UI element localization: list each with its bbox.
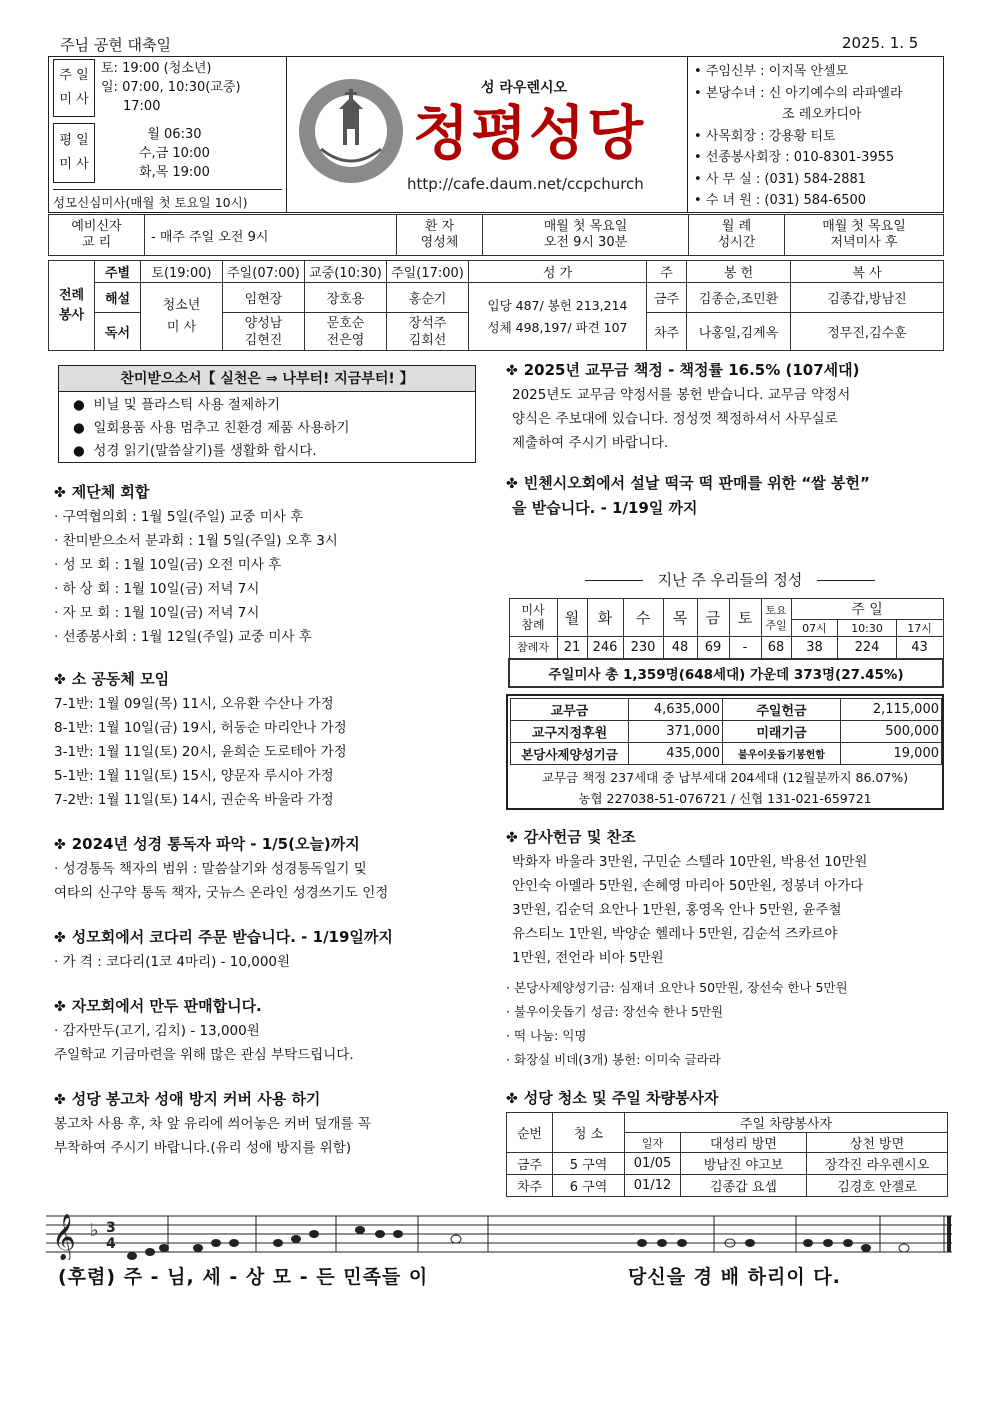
- thanks-section: [506, 825, 952, 1072]
- attendance-value: 68: [761, 637, 791, 659]
- church-logo-icon: [297, 77, 405, 185]
- dumpling-section-title: ✤ 자모회에서 만두 판매합니다.: [54, 997, 262, 1015]
- liturgy-cell: 문호순 전은영: [305, 313, 387, 351]
- clean-header: 청 소: [553, 1113, 625, 1153]
- attendance-subheader: 17시: [896, 620, 943, 637]
- money-value: 4,635,000: [629, 699, 723, 721]
- clean-header: 상천 방면: [807, 1133, 948, 1153]
- creation-item: ● 일회용품 사용 멈추고 친환경 제품 사용하기: [73, 420, 350, 436]
- money-label: 교구지정후원: [511, 721, 629, 743]
- small-community-item: 8-1반: 1월 10일(금) 19시, 허동순 마리안나 가정: [54, 720, 347, 736]
- staff-sister2: 조 레오카디아: [782, 107, 862, 122]
- clean-title: ✤ 성당 청소 및 주일 차량봉사자: [506, 1089, 719, 1107]
- attendance-value: 21: [557, 637, 587, 659]
- attendance-value: 48: [663, 637, 697, 659]
- liturgy-header: 복 사: [791, 261, 944, 283]
- weekday-mass-label: 평 일 미 사: [53, 123, 95, 183]
- patron-saint: 성 라우렌시오: [481, 80, 568, 96]
- clean-cell: 01/05: [625, 1153, 681, 1175]
- money-label: 주일헌금: [723, 699, 841, 721]
- liturgy-header: 주: [647, 261, 687, 283]
- clean-header: 주일 차량봉사자: [625, 1113, 948, 1133]
- attendance-value: 43: [896, 637, 943, 659]
- church-banner: [287, 56, 687, 213]
- clean-table: [506, 1112, 948, 1197]
- liturgy-side-label: 전례 봉사: [49, 261, 95, 351]
- thanks-line: 1만원, 전언라 비아 5만원: [512, 950, 664, 966]
- clean-header: 대성리 방면: [681, 1133, 807, 1153]
- clean-cell: 6 구역: [553, 1175, 625, 1197]
- fish-section-title: ✤ 성모회에서 코다리 주문 받습니다. - 1/19일까지: [54, 928, 393, 946]
- money-value: 500,000: [841, 721, 942, 743]
- catechumen-value: - 매주 주일 오전 9시: [145, 215, 397, 256]
- clean-cell: 5 구역: [553, 1153, 625, 1175]
- liturgy-row-label: 해설: [95, 283, 141, 313]
- clean-cell: 장각진 라우렌시오: [807, 1153, 948, 1175]
- bible-item: 여타의 신구약 통독 책자, 굿뉴스 온라인 성경쓰기도 인정: [54, 885, 389, 901]
- small-community-item: 7-2반: 1월 11일(토) 14시, 권순옥 바울라 가정: [54, 792, 334, 808]
- liturgy-hymns: 입당 487/ 봉헌 213,214 성체 498,197/ 파견 107: [469, 283, 647, 351]
- issue-date: 2025. 1. 5: [842, 34, 919, 52]
- car-item: 부착하여 주시기 바랍니다.(유리 성애 방지를 위함): [54, 1140, 352, 1156]
- fish-item: · 가 격 : 코다리(1코 4마리) - 10,000원: [54, 954, 291, 970]
- music-staff: [46, 1208, 952, 1260]
- right-column-top: [506, 358, 946, 520]
- liturgy-header: 성 가: [469, 261, 647, 283]
- money-note: 교무금 책정 237세대 중 납부세대 204세대 (12월분까지 86.07%): [541, 770, 909, 785]
- money-value: 2,115,000: [841, 699, 942, 721]
- offering-heading: 지난 주 우리들의 정성: [560, 569, 900, 590]
- attendance-subheader: 07시: [791, 620, 838, 637]
- sunday-mass-times: 토: 19:00 (청소년) 일: 07:00, 10:30(교중) 17:00: [101, 61, 241, 114]
- liturgy-cell: 양성남 김현진: [223, 313, 305, 351]
- month-label: 월 례 성시간: [689, 215, 785, 256]
- altar-item: · 선종봉사회 : 1월 12일(주일) 교중 미사 후: [54, 629, 312, 645]
- rice-section-title: ✤ 빈첸시오회에서 설날 떡국 떡 판매를 위한 “쌀 봉헌”: [506, 474, 870, 492]
- attendance-header: 화: [587, 599, 623, 637]
- money-value: 371,000: [629, 721, 723, 743]
- small-community-item: 7-1반: 1월 09일(목) 11시, 오유환 수산나 가정: [54, 696, 334, 712]
- left-column: [54, 480, 494, 1160]
- attendance-value: -: [729, 637, 761, 659]
- liturgy-table: [48, 260, 944, 351]
- altar-item: · 성 모 회 : 1월 10일(금) 오전 미사 후: [54, 557, 282, 573]
- sunday-mass-label: 주 일 미 사: [53, 59, 95, 117]
- thanks-item: · 떡 나눔: 익명: [506, 1028, 587, 1043]
- staff-funeral: • 선종봉사회장 : 010-8301-3955: [694, 150, 895, 165]
- dumpling-item: 주일학교 기금마련을 위해 많은 관심 부탁드립니다.: [54, 1047, 354, 1063]
- altar-item: · 하 상 회 : 1월 10일(금) 저녁 7시: [54, 581, 260, 597]
- money-value: 435,000: [629, 743, 723, 765]
- music-lyrics-2: 당신을 경 배 하리이 다.: [628, 1266, 841, 1288]
- attendance-label: 참례자: [509, 637, 557, 659]
- money-box: [506, 694, 944, 810]
- attendance-header: 토: [729, 599, 761, 637]
- music-lyrics-1: (후렴) 주 - 님, 세 - 상 모 - 든 민족들 이: [58, 1266, 429, 1288]
- attendance-value: 38: [791, 637, 838, 659]
- thanks-item: · 본당사제양성기금: 심재녀 요안나 50만원, 장선숙 한나 5만원: [506, 980, 848, 995]
- creation-item: ● 비닐 및 플라스틱 사용 절제하기: [73, 397, 281, 413]
- liturgy-header: 토(19:00): [141, 261, 223, 283]
- attendance-value: 246: [587, 637, 623, 659]
- attendance-header: 수: [623, 599, 663, 637]
- month-value: 매월 첫 목요일 저녁미사 후: [785, 215, 944, 256]
- svg-text:𝄞: 𝄞: [52, 1214, 76, 1260]
- clean-cell: 김경호 안젤로: [807, 1175, 948, 1197]
- creation-box: [58, 365, 476, 463]
- svg-text:3: 3: [106, 1220, 116, 1236]
- clean-cell: 금주: [507, 1153, 553, 1175]
- attendance-table: [508, 598, 944, 688]
- money-table: [510, 698, 942, 765]
- liturgy-cell: 김종순,조민환: [687, 283, 791, 313]
- thanks-line: 안인숙 아멜라 5만원, 손혜영 마리아 50만원, 정봉녀 아가다: [512, 878, 864, 894]
- small-community-item: 3-1반: 1월 11일(토) 20시, 윤희순 도로테아 가정: [54, 744, 347, 760]
- tithe-item: 양식은 주보대에 있습니다. 정성껏 책정하셔서 사무실로: [512, 411, 838, 427]
- liturgy-header: 주별: [95, 261, 141, 283]
- clean-cell: 차주: [507, 1175, 553, 1197]
- car-item: 봉고차 사용 후, 차 앞 유리에 씌어놓은 커버 덮개를 꼭: [54, 1116, 371, 1132]
- attendance-header: 토요 주일: [761, 599, 791, 637]
- money-value: 19,000: [841, 743, 942, 765]
- thanks-item: · 화장실 비데(3개) 봉헌: 이미숙 글라라: [506, 1052, 721, 1067]
- creation-title: 찬미받으소서【 실천은 ⇒ 나부터! 지금부터! 】: [59, 366, 475, 392]
- staff-convent: • 수 녀 원 : (031) 584-6500: [694, 193, 867, 208]
- money-label: 교무금: [511, 699, 629, 721]
- thanks-item: · 불우이웃돕기 성금: 장선숙 한나 5만원: [506, 1004, 724, 1019]
- info-row-table: [48, 214, 944, 256]
- attendance-value: 230: [623, 637, 663, 659]
- tithe-item: 제출하여 주시기 바랍니다.: [512, 435, 669, 451]
- liturgy-cell: 나홍일,김계옥: [687, 313, 791, 351]
- thanks-line: 박화자 바울라 3만원, 구민순 스텔라 10만원, 박용선 10만원: [512, 854, 868, 870]
- attendance-header: 미사 참례: [509, 599, 557, 637]
- clean-cell: 01/12: [625, 1175, 681, 1197]
- liturgy-cell: 홍순기: [387, 283, 469, 313]
- bible-section-title: ✤ 2024년 성경 통독자 파악 - 1/5(오늘)까지: [54, 835, 360, 853]
- attendance-header: 주 일: [791, 599, 943, 620]
- car-section-title: ✤ 성당 봉고차 성애 방지 커버 사용 하기: [54, 1090, 321, 1108]
- bible-item: · 성경통독 책자의 범위 : 말씀살기와 성경통독일기 및: [54, 861, 367, 877]
- altar-item: · 구역협의회 : 1월 5일(주일) 교중 미사 후: [54, 509, 304, 525]
- heart-mass: 성모신심미사(매월 첫 토요일 10시): [53, 189, 282, 211]
- creation-item: ● 성경 읽기(말씀살기)를 생활화 합시다.: [73, 443, 317, 459]
- staff-council: • 사목회장 : 강용황 티토: [694, 128, 836, 144]
- attendance-value: 69: [697, 637, 729, 659]
- dumpling-item: · 감자만두(고기, 김치) - 13,000원: [54, 1023, 260, 1039]
- clean-cell: 방남진 야고보: [681, 1153, 807, 1175]
- thanks-line: 3만원, 김순덕 요안나 1만원, 홍영옥 안나 5만원, 윤주철: [512, 902, 842, 918]
- bank-accounts: 농협 227038-51-076721 / 신협 131-021-659721: [578, 791, 872, 806]
- liturgy-cell: 장호용: [305, 283, 387, 313]
- rice-section-subtitle: 을 받습니다. - 1/19일 까지: [512, 499, 698, 517]
- attendance-total: 주일미사 총 1,359명(648세대) 가운데 373명(27.45%): [509, 659, 943, 687]
- catechumen-label: 예비신자 교 리: [49, 215, 145, 256]
- small-community-title: ✤ 소 공동체 모임: [54, 670, 170, 688]
- thanks-title: ✤ 감사헌금 및 찬조: [506, 828, 636, 846]
- weekday-mass-times: 월 06:30 수,금 10:00 화,목 19:00: [139, 127, 210, 180]
- mass-times-box: [48, 56, 287, 213]
- liturgy-cell: 금주: [647, 283, 687, 313]
- sick-value: 매월 첫 목요일 오전 9시 30분: [483, 215, 689, 256]
- thanks-line: 유스티노 1만원, 박양순 헬레나 5만원, 김순석 즈카르야: [512, 926, 838, 942]
- liturgy-header: 주일(17:00): [387, 261, 469, 283]
- clean-header: 일자: [625, 1133, 681, 1153]
- altar-item: · 자 모 회 : 1월 10일(금) 저녁 7시: [54, 605, 260, 621]
- staff-box: [687, 56, 944, 213]
- liturgy-cell: 차주: [647, 313, 687, 351]
- staff-sister: • 본당수녀 : 신 아기예수의 라파엘라: [694, 85, 903, 101]
- attendance-subheader: 10:30: [838, 620, 896, 637]
- liturgy-cell: 김종갑,방남진: [791, 283, 944, 313]
- attendance-header: 목: [663, 599, 697, 637]
- liturgy-header: 봉 헌: [687, 261, 791, 283]
- cafe-link[interactable]: http://cafe.daum.net/ccpchurch: [407, 175, 644, 193]
- liturgy-cell: 장석주 김회선: [387, 313, 469, 351]
- tithe-section-title: ✤ 2025년 교무금 책정 - 책정률 16.5% (107세대): [506, 361, 860, 379]
- clean-header: 순번: [507, 1113, 553, 1153]
- clean-cell: 김종갑 요셉: [681, 1175, 807, 1197]
- liturgy-sat: 청소년 미 사: [141, 283, 223, 351]
- liturgy-row-label: 독서: [95, 313, 141, 351]
- small-community-item: 5-1반: 1월 11일(토) 15시, 양문자 루시아 가정: [54, 768, 334, 784]
- creation-list: [59, 392, 475, 465]
- tithe-item: 2025년도 교무금 약정서를 봉헌 받습니다. 교무금 약정서: [512, 387, 851, 403]
- money-label: 미래기금: [723, 721, 841, 743]
- liturgy-header: 교중(10:30): [305, 261, 387, 283]
- attendance-header: 금: [697, 599, 729, 637]
- attendance-value: 224: [838, 637, 896, 659]
- staff-office: • 사 무 실 : (031) 584-2881: [694, 171, 867, 187]
- svg-text:4: 4: [106, 1236, 116, 1252]
- altar-section-title: ✤ 제단체 회합: [54, 483, 150, 501]
- svg-text:♭: ♭: [90, 1220, 99, 1241]
- liturgy-cell: 정무진,김수훈: [791, 313, 944, 351]
- money-label: 불우이웃돕기봉헌함: [723, 743, 841, 765]
- staff-priest: • 주임신부 : 이지목 안셀모: [694, 64, 849, 79]
- liturgy-cell: 임현장: [223, 283, 305, 313]
- liturgy-header: 주일(07:00): [223, 261, 305, 283]
- attendance-header: 월: [557, 599, 587, 637]
- money-label: 본당사제양성기금: [511, 743, 629, 765]
- feast-title: 주님 공현 대축일: [60, 36, 171, 54]
- church-name: 청평성당: [413, 99, 646, 167]
- altar-item: · 찬미받으소서 분과회 : 1월 5일(주일) 오후 3시: [54, 533, 338, 549]
- sick-label: 환 자 영성체: [397, 215, 483, 256]
